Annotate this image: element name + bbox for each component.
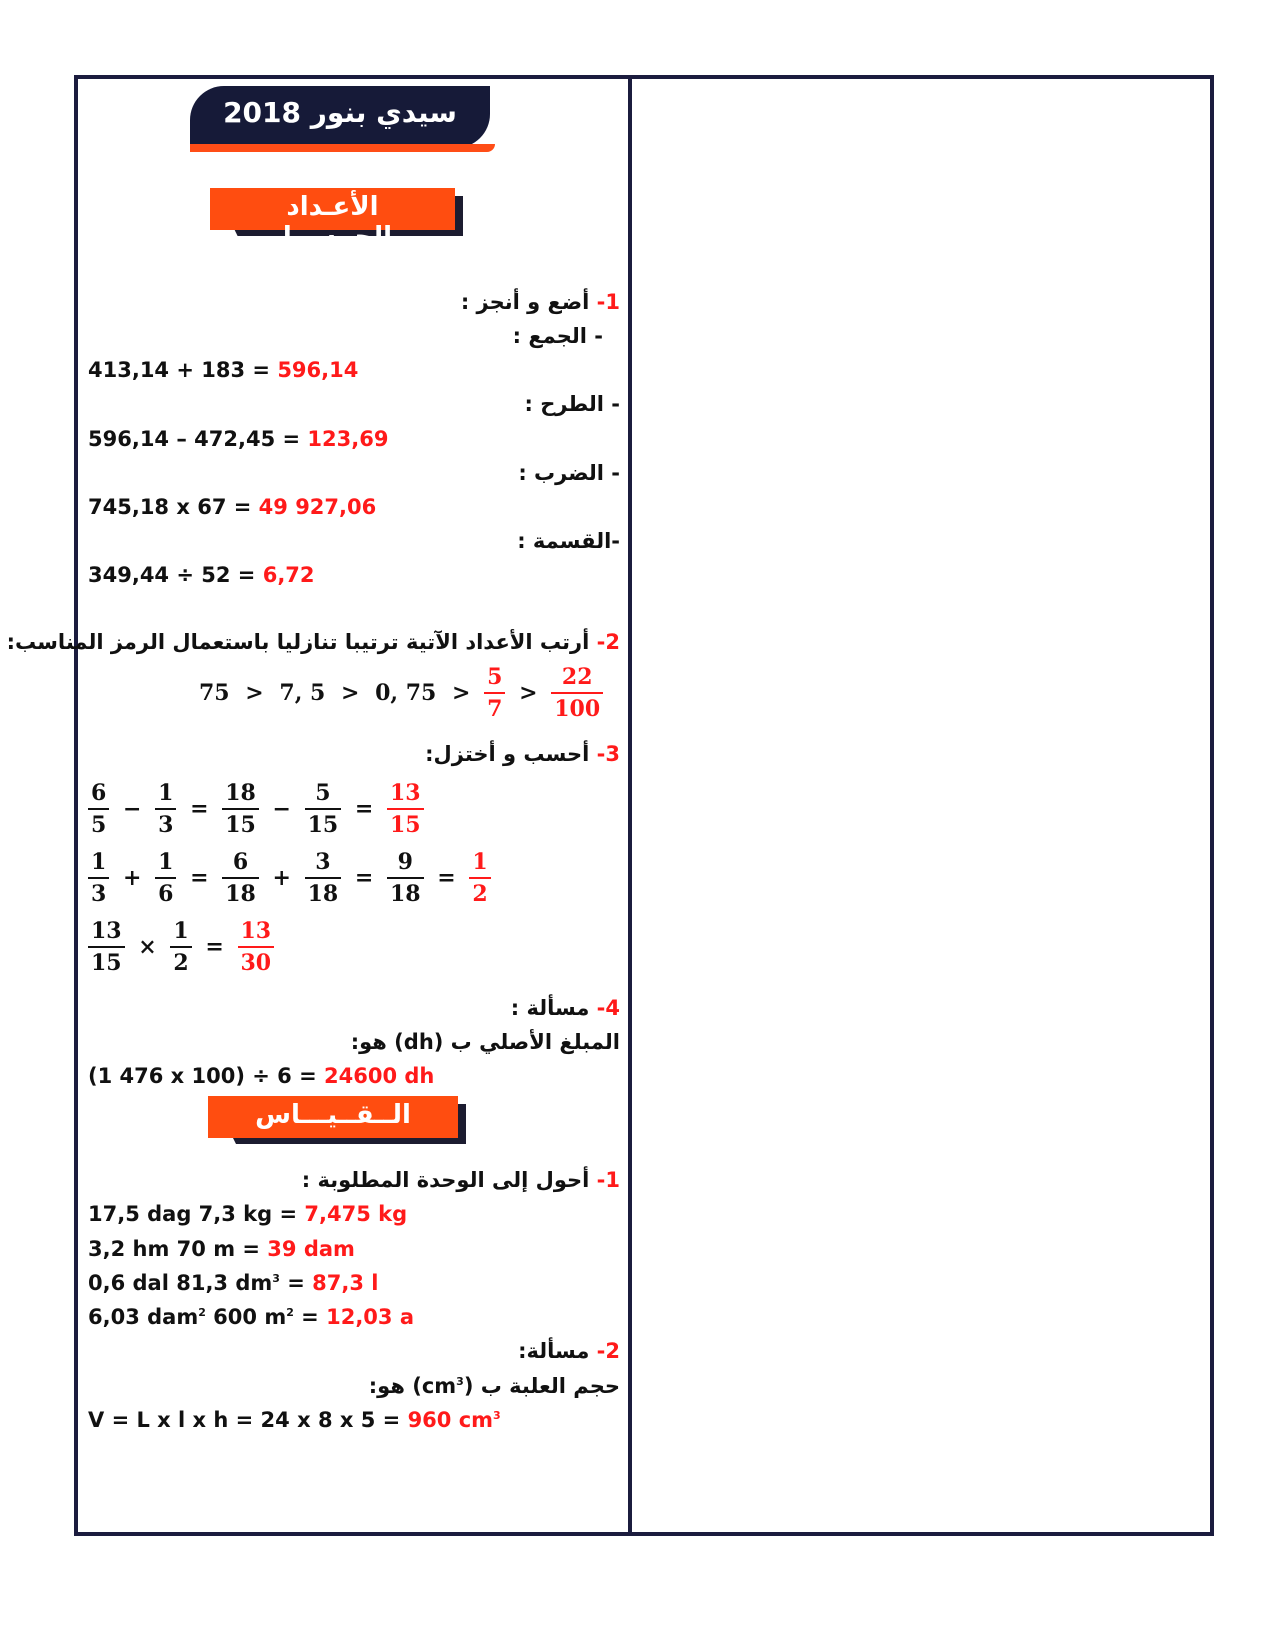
q3-heading (425, 742, 620, 766)
fraction (222, 778, 259, 840)
operator: + (122, 865, 142, 891)
title-tab (190, 86, 500, 158)
fraction (387, 847, 424, 909)
conversion-result: 87,3 l (312, 1271, 379, 1295)
exponent: 2 (198, 1306, 206, 1319)
numerator: 5 (484, 662, 505, 694)
equals-text: = (279, 1271, 313, 1295)
fraction (484, 662, 505, 724)
fraction (88, 847, 109, 909)
exponent: 3 (456, 1375, 464, 1388)
fraction (222, 847, 259, 909)
conversion-line-2 (88, 1237, 355, 1261)
conversion-line-3 (88, 1271, 378, 1295)
volume-line (88, 1408, 501, 1432)
conversion-result: 7,475 kg (304, 1202, 408, 1226)
q4-result: 24600 dh (324, 1064, 435, 1088)
numbers-section-banner (210, 188, 455, 252)
denominator: 100 (554, 696, 601, 722)
fraction (170, 916, 191, 978)
fraction (305, 847, 342, 909)
m-q1-label: أحول إلى الوحدة المطلوبة : (301, 1168, 590, 1192)
volume-expr: V = L x l x h = 24 x 8 x 5 = (88, 1408, 408, 1432)
conversion-mid: 600 m (205, 1305, 287, 1329)
numerator: 13 (88, 916, 125, 948)
division-label: -القسمة : (517, 529, 620, 553)
division-result: 6,72 (262, 563, 315, 587)
conversion-expr: 0,6 dal 81,3 dm (88, 1271, 273, 1295)
measure-section-banner (208, 1096, 458, 1138)
q2-label: أرتب الأعداد الآتية ترتيبا تنازليا باستعمال الرمز المناسب: (6, 630, 590, 654)
m-q2-statement (369, 1374, 620, 1398)
numerator: 6 (88, 778, 109, 810)
equals-sign: = (190, 796, 209, 822)
m-q2-number: 2- (596, 1339, 620, 1363)
statement-pre: حجم العلبة ب (cm (421, 1374, 620, 1398)
gt-sign: > (341, 680, 360, 706)
ordering-value: 75 (199, 680, 230, 706)
equals-sign: = (354, 796, 374, 822)
exponent: 3 (493, 1409, 501, 1422)
denominator: 2 (173, 950, 189, 976)
numbers-section-title: الأعـداد والحــســاب (256, 192, 409, 252)
q4-label: مسألة : (510, 996, 590, 1020)
gt-sign: > (245, 680, 264, 706)
numerator: 3 (305, 847, 342, 879)
addition-expr: 413,14 + 183 = (88, 358, 278, 382)
q2-number: 2- (596, 630, 620, 654)
equals-sign: = (205, 934, 224, 960)
m-q1-number: 1- (596, 1168, 620, 1192)
conversion-line-4 (88, 1305, 414, 1329)
m-q2-label: مسألة: (518, 1339, 590, 1363)
q1-number: 1- (596, 290, 620, 314)
q4-statement: المبلغ الأصلي ب (dh) هو: (350, 1030, 620, 1054)
numerator: 1 (88, 847, 109, 879)
q1-heading (461, 290, 620, 314)
column-divider (628, 75, 632, 1536)
denominator: 2 (472, 881, 488, 907)
subtraction-expr: 596,14 – 472,45 = (88, 427, 308, 451)
equals-sign: = (354, 865, 374, 891)
calc-line-1 (86, 778, 426, 840)
q4-heading (511, 996, 620, 1020)
gt-sign: > (452, 680, 471, 706)
q3-number: 3- (596, 742, 620, 766)
numerator: 1 (155, 847, 176, 879)
denominator: 5 (91, 812, 107, 838)
conversion-result: 12,03 a (326, 1305, 415, 1329)
operator: − (122, 796, 142, 822)
multiplication-label: - الضرب : (518, 461, 620, 485)
m-q2-heading (518, 1339, 620, 1363)
conversion-line-1 (88, 1202, 407, 1226)
denominator: 3 (91, 881, 107, 907)
multiplication-result: 49 927,06 (258, 495, 377, 519)
volume-result: 960 cm (407, 1408, 494, 1432)
denominator: 18 (307, 881, 339, 907)
denominator: 30 (240, 950, 272, 976)
q4-expr: (1 476 x 100) ÷ 6 = (88, 1064, 325, 1088)
denominator: 15 (390, 812, 421, 838)
operator: × (138, 934, 157, 960)
division-expr: 349,44 ÷ 52 = (88, 563, 263, 587)
measure-section-title: الــقــيـــاس (255, 1100, 411, 1130)
numerator: 1 (155, 778, 176, 810)
denominator: 6 (158, 881, 174, 907)
m-q1-heading (302, 1168, 620, 1192)
gt-sign: > (519, 680, 538, 706)
numerator: 18 (222, 778, 259, 810)
denominator: 15 (91, 950, 122, 976)
result-fraction (238, 916, 275, 978)
ordering-value: 7, 5 (279, 680, 326, 706)
title-tab-stripe (190, 144, 495, 152)
denominator: 15 (225, 812, 256, 838)
subtraction-result: 123,69 (307, 427, 389, 451)
denominator: 7 (487, 696, 503, 722)
numerator: 1 (469, 847, 490, 879)
operator: − (272, 796, 291, 822)
calc-line-2 (86, 847, 493, 909)
fraction (88, 916, 125, 978)
multiplication-expr: 745,18 x 67 = (88, 495, 259, 519)
fraction (551, 662, 603, 724)
ordering-line (195, 662, 605, 724)
subtraction-line (88, 427, 388, 451)
q4-line (88, 1064, 434, 1088)
addition-label: - الجمع : (512, 324, 603, 348)
numerator: 5 (305, 778, 342, 810)
multiplication-line (88, 495, 376, 519)
denominator: 18 (390, 881, 421, 907)
q4-number: 4- (596, 996, 620, 1020)
subtraction-label: - الطرح : (524, 392, 620, 416)
conversion-result: 39 dam (267, 1237, 355, 1261)
result-fraction (387, 778, 424, 840)
operator: + (272, 865, 291, 891)
q2-heading (7, 630, 620, 654)
numerator: 9 (387, 847, 424, 879)
numerator: 6 (222, 847, 259, 879)
exponent: 2 (286, 1306, 294, 1319)
conversion-expr: 6,03 dam (88, 1305, 199, 1329)
exponent: 3 (272, 1272, 280, 1285)
addition-line (88, 358, 358, 382)
conversion-expr: 17,5 dag 7,3 kg = (88, 1202, 305, 1226)
equals-sign: = (190, 865, 209, 891)
denominator: 15 (307, 812, 339, 838)
numerator: 13 (387, 778, 424, 810)
q3-label: أحسب و أختزل: (425, 742, 590, 766)
statement-post: ) هو: (368, 1374, 422, 1398)
fraction (155, 778, 176, 840)
fraction (155, 847, 176, 909)
equals-text: = (293, 1305, 327, 1329)
ordering-value: 0, 75 (375, 680, 437, 706)
q1-label: أضع و أنجز : (460, 290, 590, 314)
addition-result: 596,14 (277, 358, 359, 382)
result-fraction (469, 847, 490, 909)
conversion-expr: 3,2 hm 70 m = (88, 1237, 268, 1261)
numerator: 22 (551, 662, 603, 694)
equals-sign: = (437, 865, 456, 891)
fraction (305, 778, 342, 840)
division-line (88, 563, 315, 587)
fraction (88, 778, 109, 840)
calc-line-3 (86, 916, 276, 978)
denominator: 18 (225, 881, 256, 907)
numerator: 13 (238, 916, 275, 948)
numerator: 1 (170, 916, 191, 948)
page-title: سيدي بنور 2018 (223, 96, 457, 129)
denominator: 3 (158, 812, 174, 838)
